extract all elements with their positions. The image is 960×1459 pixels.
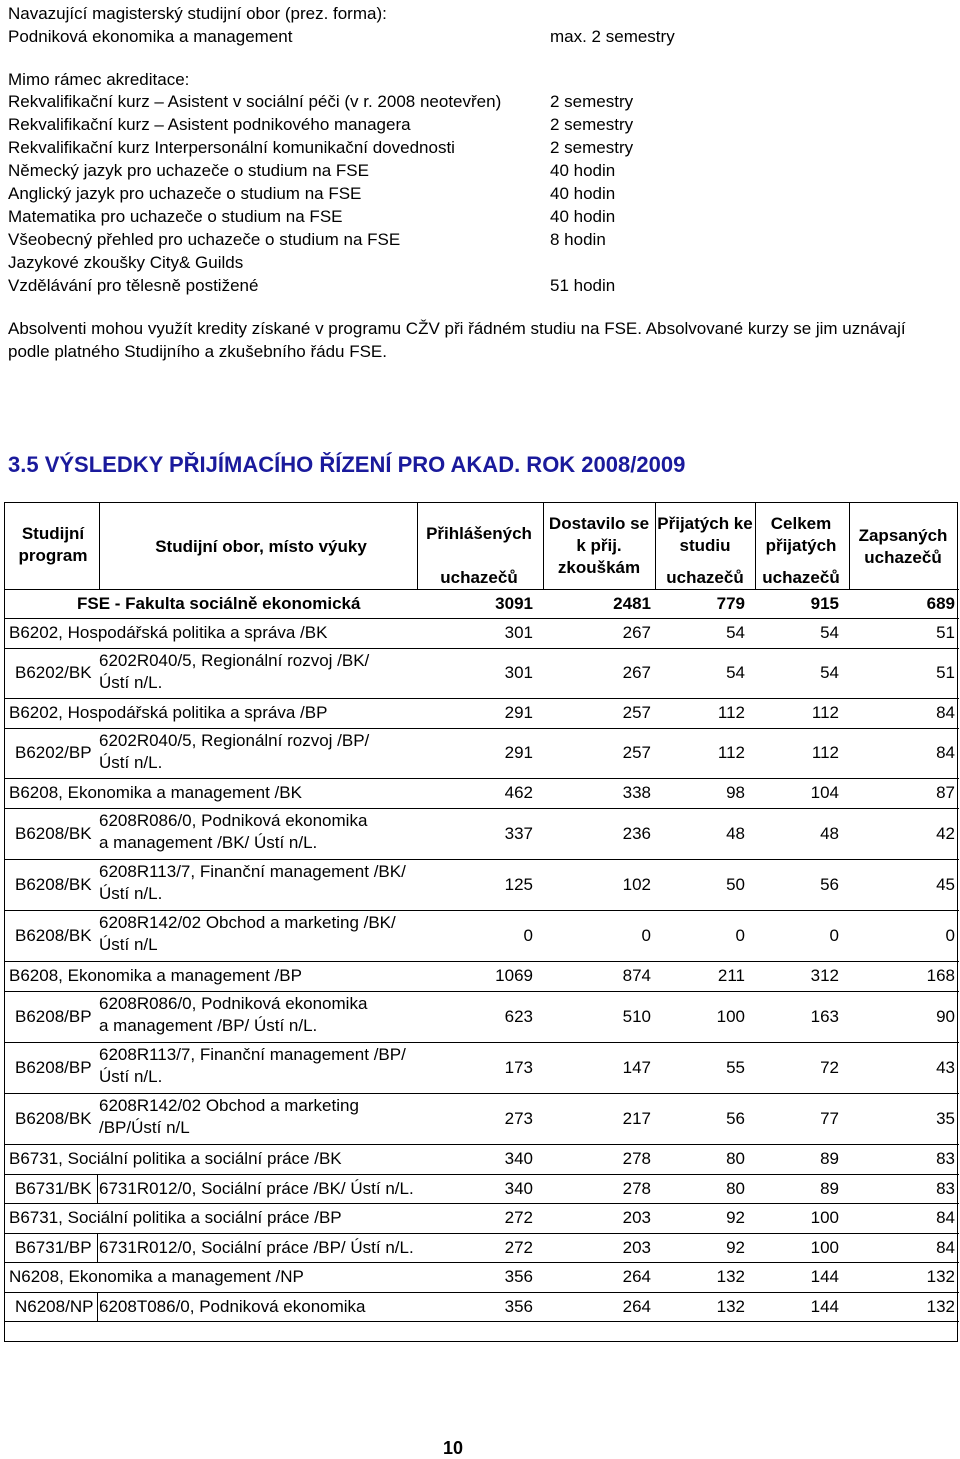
obor-single: 6731R012/0, Sociální práce /BK/ Ústí n/L.	[99, 1179, 414, 1198]
value-cell: 689	[926, 594, 955, 613]
row-divider	[5, 1203, 959, 1204]
value-cell: 2481	[613, 594, 651, 613]
value-cell: 340	[504, 1149, 533, 1168]
obor-line-1: 6208R086/0, Podniková ekonomika	[99, 994, 368, 1013]
value-cell: 291	[504, 743, 533, 762]
row-divider	[5, 961, 959, 962]
value-cell: 203	[622, 1238, 651, 1257]
value-cell: 272	[504, 1238, 533, 1257]
group-label: B6208, Ekonomika a management /BK	[9, 783, 302, 802]
group-label: B6202, Hospodářská politika a správa /BP	[9, 703, 328, 722]
value-cell: 92	[726, 1208, 745, 1227]
value-cell: 51	[936, 623, 955, 642]
header-dostavilo: Dostavilo se k přij. zkouškám	[548, 514, 650, 577]
value-cell: 55	[726, 1057, 745, 1077]
course-label: Rekvalifikační kurz – Asistent podnikového managera	[8, 115, 411, 134]
course-label: Anglický jazyk pro uchazeče o studium na FSE	[8, 184, 362, 203]
column-divider	[97, 1174, 98, 1203]
faculty-label: FSE - Fakulta sociálně ekonomická	[77, 594, 361, 613]
value-cell: 0	[735, 925, 745, 945]
course-duration: 2 semestry	[550, 138, 634, 157]
course-label: Jazykové zkoušky City& Guilds	[8, 253, 244, 272]
value-cell: 84	[936, 743, 955, 762]
group-label: B6202, Hospodářská politika a správa /BK	[9, 623, 328, 642]
value-cell: 83	[936, 1149, 955, 1168]
header-program: Studijní program	[18, 524, 88, 565]
value-cell: 267	[622, 623, 651, 642]
value-cell: 3091	[495, 594, 533, 613]
value-cell: 89	[820, 1149, 839, 1168]
obor-line-2: Ústí n/L.	[99, 673, 163, 692]
header-celkem-sub: uchazečů	[762, 568, 840, 587]
course-duration: 8 hodin	[550, 230, 606, 249]
value-cell: 0	[829, 925, 839, 945]
value-cell: 104	[810, 783, 839, 802]
value-cell: 264	[622, 1297, 651, 1316]
value-cell: 278	[622, 1149, 651, 1168]
obor-line-1: 6208R086/0, Podniková ekonomika	[99, 811, 368, 830]
value-cell: 84	[936, 1238, 955, 1257]
program-code: B6208/BP	[15, 1057, 92, 1077]
paragraph-line: Absolventi mohou využít kredity získané v programu CŽV při řádném studiu na FSE. Absolvované kurzy se jim uznávají	[8, 319, 906, 338]
row-divider	[5, 859, 959, 860]
value-cell: 84	[936, 1208, 955, 1227]
value-cell: 338	[622, 783, 651, 802]
value-cell: 48	[726, 823, 745, 843]
row-divider	[5, 778, 959, 779]
value-cell: 84	[936, 703, 955, 722]
obor-line-1: 6208R113/7, Finanční management /BP/	[99, 1045, 406, 1064]
program-code: B6208/BP	[15, 1006, 92, 1026]
value-cell: 144	[810, 1267, 839, 1286]
column-divider	[849, 503, 850, 589]
value-cell: 236	[622, 823, 651, 843]
row-divider	[5, 910, 959, 911]
obor-line-2: Ústí n/L.	[99, 753, 163, 772]
row-divider	[5, 808, 959, 809]
course-duration: 51 hodin	[550, 276, 616, 295]
course-label: Matematika pro uchazeče o studium na FSE	[8, 207, 343, 226]
value-cell: 132	[926, 1297, 955, 1316]
value-cell: 257	[622, 703, 651, 722]
value-cell: 272	[504, 1208, 533, 1227]
value-cell: 211	[717, 966, 745, 985]
obor-line-2: Ústí n/L.	[99, 884, 163, 903]
value-cell: 301	[504, 663, 533, 682]
value-cell: 337	[504, 823, 533, 843]
value-cell: 54	[820, 663, 839, 682]
section-title: 3.5 VÝSLEDKY PŘIJÍMACÍHO ŘÍZENÍ PRO AKAD. ROK 2008/2009	[8, 452, 686, 477]
value-cell: 56	[820, 874, 839, 894]
intro-heading-2: Mimo rámec akreditace:	[8, 70, 190, 89]
course-label: Rekvalifikační kurz – Asistent v sociální péči (v r. 2008 neotevřen)	[8, 92, 502, 111]
program-code: B6208/BK	[15, 874, 92, 894]
group-label: N6208, Ekonomika a management /NP	[9, 1267, 304, 1286]
value-cell: 92	[726, 1238, 745, 1257]
course-duration: 40 hodin	[550, 161, 616, 180]
column-divider	[97, 1233, 98, 1262]
program-code: B6731/BP	[15, 1238, 92, 1257]
obor-single: 6208T086/0, Podniková ekonomika	[99, 1297, 366, 1316]
row-divider	[5, 728, 959, 729]
value-cell: 89	[820, 1179, 839, 1198]
intro-program-1: Podniková ekonomika a management	[8, 27, 293, 46]
row-divider	[5, 1321, 959, 1322]
value-cell: 356	[504, 1267, 533, 1286]
column-divider	[755, 503, 756, 589]
value-cell: 35	[936, 1108, 955, 1128]
value-cell: 257	[622, 743, 651, 762]
header-prijatych-ke-studiu: Přijatých ke studiu	[657, 514, 753, 555]
value-cell: 54	[820, 623, 839, 642]
row-divider	[5, 1144, 959, 1145]
program-code: B6208/BK	[15, 1108, 92, 1128]
value-cell: 51	[936, 663, 955, 682]
value-cell: 80	[726, 1179, 745, 1198]
course-duration: 2 semestry	[550, 92, 634, 111]
header-prihlasenych: Přihlášených	[426, 524, 532, 543]
row-divider	[5, 1093, 959, 1094]
value-cell: 0	[945, 925, 955, 945]
obor-line-1: 6202R040/5, Regionální rozvoj /BP/	[99, 731, 370, 750]
value-cell: 132	[716, 1267, 745, 1286]
program-code: B6202/BP	[15, 743, 92, 762]
header-prihlasenych-sub: uchazečů	[440, 568, 518, 587]
value-cell: 915	[810, 594, 839, 613]
row-divider	[5, 589, 959, 590]
value-cell: 217	[622, 1108, 651, 1128]
value-cell: 77	[820, 1108, 839, 1128]
row-divider	[5, 991, 959, 992]
value-cell: 45	[936, 874, 955, 894]
course-label: Vzdělávání pro tělesně postižené	[8, 276, 259, 295]
value-cell: 173	[504, 1057, 533, 1077]
value-cell: 168	[926, 966, 955, 985]
row-divider	[5, 1233, 959, 1234]
value-cell: 147	[622, 1057, 651, 1077]
value-cell: 112	[811, 703, 839, 722]
page-number: 10	[443, 1438, 464, 1458]
value-cell: 100	[810, 1208, 839, 1227]
value-cell: 100	[810, 1238, 839, 1257]
row-divider	[5, 1292, 959, 1293]
row-divider	[5, 648, 959, 649]
value-cell: 50	[726, 874, 745, 894]
program-code: N6208/NP	[15, 1297, 94, 1316]
group-label: B6731, Sociální politika a sociální práce /BP	[9, 1208, 342, 1227]
program-code: B6202/BK	[15, 663, 92, 682]
value-cell: 90	[936, 1006, 955, 1026]
value-cell: 87	[936, 783, 955, 802]
value-cell: 48	[820, 823, 839, 843]
header-prijatych-sub: uchazečů	[666, 568, 744, 587]
course-label: Rekvalifikační kurz Interpersonální komunikační dovednosti	[8, 138, 455, 157]
value-cell: 0	[641, 925, 651, 945]
row-divider	[5, 618, 959, 619]
column-divider	[543, 503, 544, 589]
value-cell: 83	[936, 1179, 955, 1198]
value-cell: 312	[810, 966, 839, 985]
value-cell: 72	[820, 1057, 839, 1077]
value-cell: 112	[717, 703, 745, 722]
program-code: B6208/BK	[15, 823, 92, 843]
obor-line-2: Ústí n/L	[99, 935, 158, 954]
value-cell: 623	[504, 1006, 533, 1026]
obor-line-2: Ústí n/L.	[99, 1067, 163, 1086]
intro-program-1-value: max. 2 semestry	[550, 27, 675, 46]
obor-line-1: 6208R142/02 Obchod a marketing /BK/	[99, 913, 396, 932]
intro-heading-1: Navazující magisterský studijní obor (prez. forma):	[8, 4, 387, 23]
value-cell: 267	[622, 663, 651, 682]
value-cell: 100	[716, 1006, 745, 1026]
value-cell: 874	[622, 966, 651, 985]
value-cell: 132	[926, 1267, 955, 1286]
paragraph-line: podle platného Studijního a zkušebního řádu FSE.	[8, 342, 387, 361]
value-cell: 42	[936, 823, 955, 843]
intro-paragraph	[8, 317, 948, 363]
value-cell: 102	[622, 874, 651, 894]
course-duration: 40 hodin	[550, 207, 616, 226]
course-duration: 2 semestry	[550, 115, 634, 134]
value-cell: 301	[504, 623, 533, 642]
value-cell: 462	[504, 783, 533, 802]
value-cell: 510	[622, 1006, 651, 1026]
value-cell: 291	[504, 703, 533, 722]
value-cell: 125	[504, 874, 533, 894]
value-cell: 98	[726, 783, 745, 802]
value-cell: 56	[726, 1108, 745, 1128]
course-label: Všeobecný přehled pro uchazeče o studium na FSE	[8, 230, 401, 249]
header-zapsanych: Zapsaných uchazečů	[858, 526, 948, 567]
value-cell: 163	[810, 1006, 839, 1026]
course-duration: 40 hodin	[550, 184, 616, 203]
column-divider	[99, 503, 100, 589]
value-cell: 54	[726, 663, 745, 682]
value-cell: 112	[811, 743, 839, 762]
obor-single: 6731R012/0, Sociální práce /BP/ Ústí n/L.	[99, 1238, 414, 1257]
obor-line-2: a management /BK/ Ústí n/L.	[99, 833, 318, 852]
value-cell: 278	[622, 1179, 651, 1198]
program-code: B6208/BK	[15, 925, 92, 945]
obor-line-1: 6202R040/5, Regionální rozvoj /BK/	[99, 651, 370, 670]
value-cell: 203	[622, 1208, 651, 1227]
value-cell: 0	[523, 925, 533, 945]
value-cell: 340	[504, 1179, 533, 1198]
header-celkem: Celkem přijatých	[765, 514, 837, 555]
row-divider	[5, 1262, 959, 1263]
obor-line-1: 6208R142/02 Obchod a marketing	[99, 1096, 359, 1115]
value-cell: 356	[504, 1297, 533, 1316]
value-cell: 779	[716, 594, 745, 613]
column-divider	[655, 503, 656, 589]
admission-results-table	[4, 502, 958, 1342]
value-cell: 273	[504, 1108, 533, 1128]
header-obor: Studijní obor, místo výuky	[155, 537, 367, 556]
group-label: B6208, Ekonomika a management /BP	[9, 966, 302, 985]
value-cell: 43	[936, 1057, 955, 1077]
value-cell: 112	[717, 743, 745, 762]
group-label: B6731, Sociální politika a sociální práce /BK	[9, 1149, 342, 1168]
column-divider	[97, 1292, 98, 1321]
value-cell: 144	[810, 1297, 839, 1316]
value-cell: 264	[622, 1267, 651, 1286]
value-cell: 54	[726, 623, 745, 642]
course-label: Německý jazyk pro uchazeče o studium na FSE	[8, 161, 369, 180]
column-divider	[417, 503, 418, 589]
row-divider	[5, 1174, 959, 1175]
value-cell: 132	[716, 1297, 745, 1316]
obor-line-2: /BP/Ústí n/L	[99, 1118, 190, 1137]
value-cell: 80	[726, 1149, 745, 1168]
row-divider	[5, 698, 959, 699]
obor-line-2: a management /BP/ Ústí n/L.	[99, 1016, 318, 1035]
value-cell: 1069	[495, 966, 533, 985]
obor-line-1: 6208R113/7, Finanční management /BK/	[99, 862, 406, 881]
program-code: B6731/BK	[15, 1179, 92, 1198]
row-divider	[5, 1042, 959, 1043]
